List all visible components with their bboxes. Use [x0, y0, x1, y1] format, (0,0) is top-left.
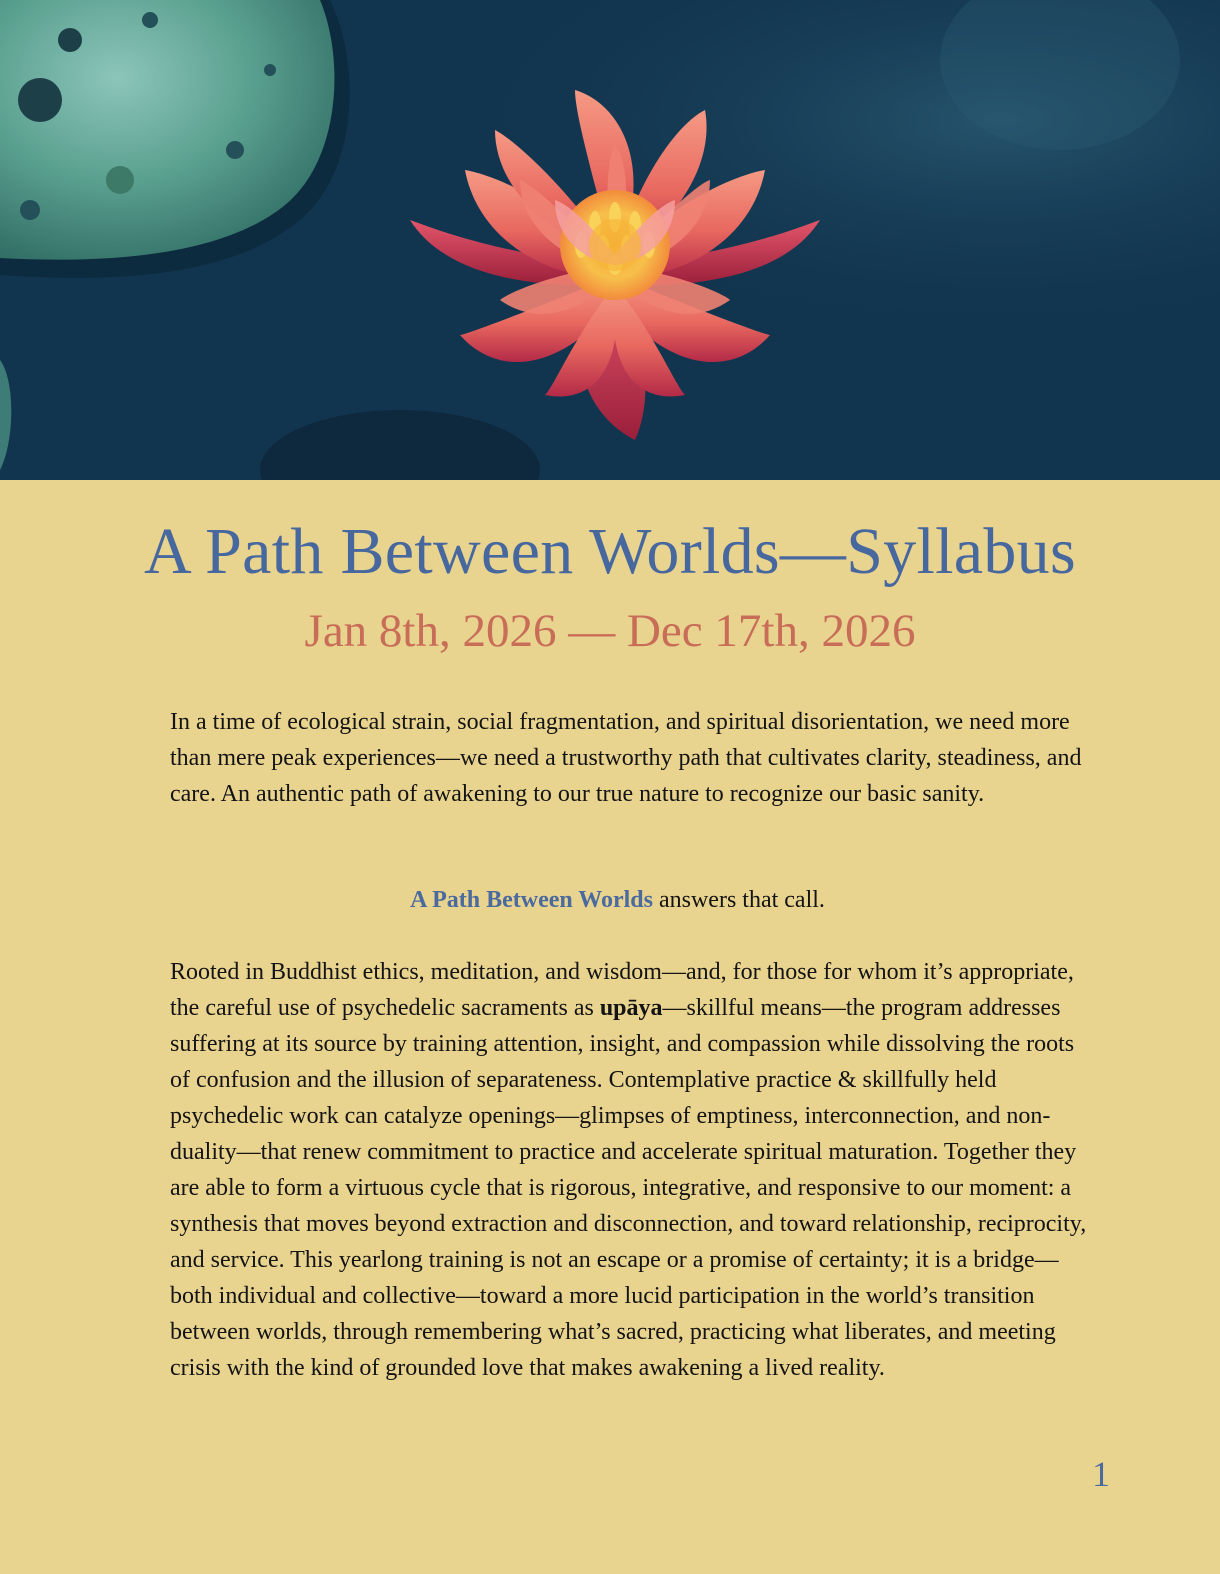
- upaya-term: upāya: [599, 995, 663, 1021]
- body-text-after: —skillful means—the program addresses suffering at its source by training attention, insight, and compassion while dissolving the roots of confusion and the illusion of separateness. Contemplative practice & skillfully held psychedelic work can catalyze openings—glimpses of emptiness, interconnection, and non-duality—that renew commitment to practice and accelerate spiritual maturation. Together they are able to form a virtuous cycle that is rigorous, integrative, and responsive to our moment: a synthesis that moves beyond extraction and disconnection, and toward relationship, reciprocity, and service. This yearlong training is not an escape or a promise of certainty; it is a bridge—both individual and collective—toward a more lucid participation in the world’s transition between worlds, through remembering what’s sacred, practicing what liberates, and meeting crisis with the kind of grounded love that makes awakening a lived reality.: [170, 995, 1087, 1381]
- intro-paragraph: In a time of ecological strain, social fragmentation, and spiritual disorientation, we need more than mere peak experiences—we need a trustworthy path that cultivates clarity, steadiness, and care. An authentic path of awakening to our true nature to recognize our basic sanity.: [170, 709, 1082, 807]
- callout-rest: answers that call.: [652, 887, 825, 913]
- lotus-illustration: [0, 0, 1220, 480]
- body-text-before: Rooted in Buddhist ethics, meditation, and wisdom—and, for those for whom it’s appropriate, the careful use of psychedelic sacraments as: [170, 959, 1074, 1021]
- page-number: 1: [1092, 1454, 1110, 1494]
- callout-line: [0, 882, 1220, 918]
- page-title: A Path Between Worlds—Syllabus: [144, 515, 1076, 588]
- program-name: A Path Between Worlds: [410, 887, 653, 913]
- date-range: Jan 8th, 2026 — Dec 17th, 2026: [304, 605, 916, 657]
- body-paragraph: [170, 954, 1100, 1386]
- header-image: [0, 0, 1220, 480]
